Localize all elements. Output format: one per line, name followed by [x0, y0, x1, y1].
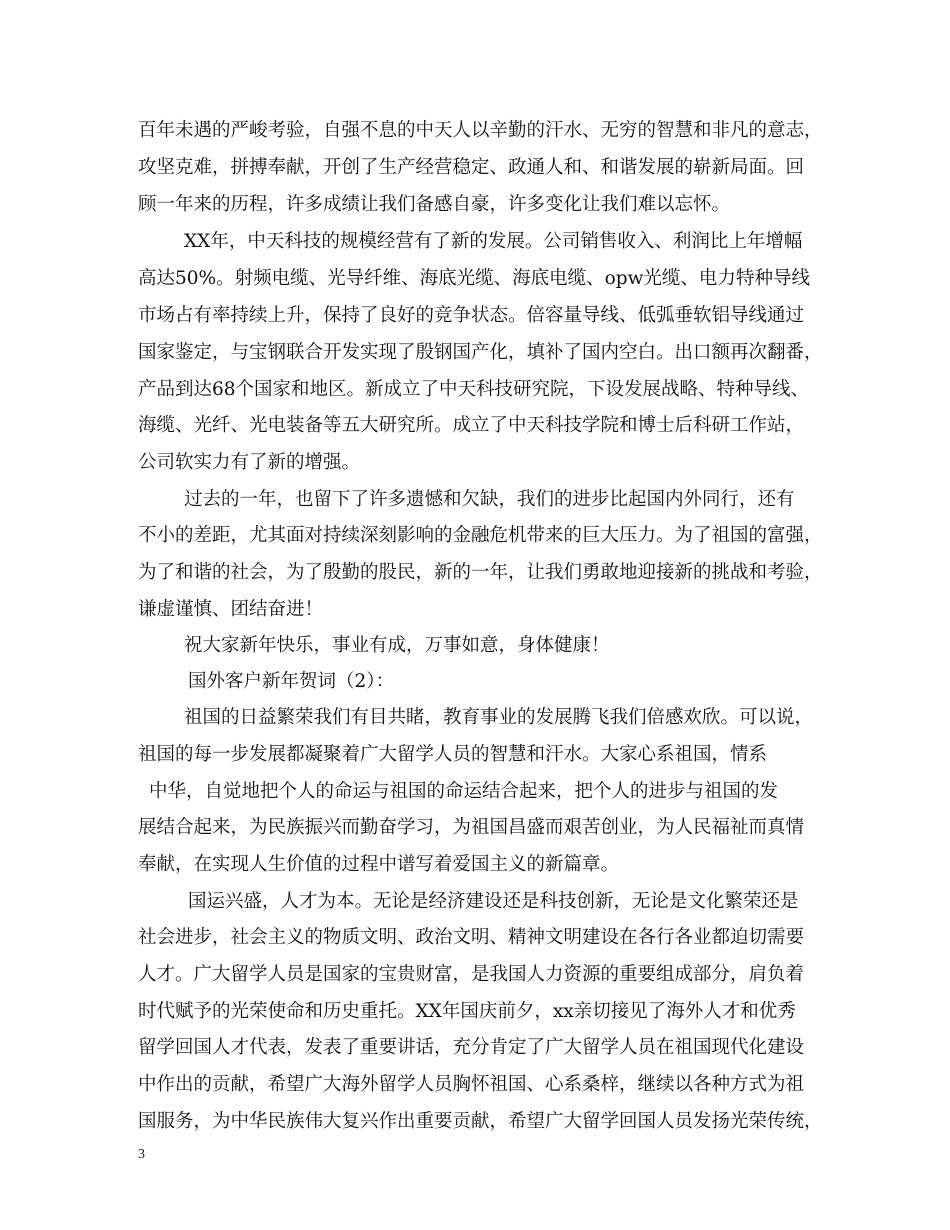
text-line: 海缆、光纤、光电装备等五大研究所。成立了中天科技学院和博士后科研工作站， [138, 415, 805, 436]
text-line: XX年，中天科技的规模经营有了新的发展。公司销售收入、利润比上年增幅 [184, 231, 803, 252]
text-line: 人才。广大留学人员是国家的宝贵财富，是我国人力资源的重要组成部分，肩负着 [138, 964, 805, 985]
text-line: 谦虚谨慎、团结奋进！ [138, 599, 324, 620]
text-line: 顾一年来的历程，许多成绩让我们备感自豪，许多变化让我们难以忘怀。 [138, 194, 731, 215]
text-line: 高达50%。射频电缆、光导纤维、海底光缆、海底电缆、opw光缆、电力特种导线 [138, 268, 810, 289]
text-line: 为了和谐的社会，为了殷勤的股民，新的一年，让我们勇敢地迎接新的挑战和考验， [138, 562, 823, 583]
text-line: 产品到达68个国家和地区。新成立了中天科技研究院，下设发展战略、特种导线、 [138, 379, 810, 400]
text-line: 攻坚克难，拼搏奉献，开创了生产经营稳定、政通人和、和谐发展的崭新局面。回 [138, 157, 805, 178]
text-line: 留学回国人才代表，发表了重要讲话，充分肯定了广大留学人员在祖国现代化建设 [138, 1037, 805, 1058]
text-line: 时代赋予的光荣使命和历史重托。XX年国庆前夕，xx亲切接见了海外人才和优秀 [138, 1001, 796, 1022]
text-line: 中华，自觉地把个人的命运与祖国的命运结合起来，把个人的进步与祖国的发 [149, 781, 779, 802]
text-line: 百年未遇的严峻考验，自强不息的中天人以辛勤的汗水、无穷的智慧和非凡的意志， [138, 120, 823, 141]
text-line: 公司软实力有了新的增强。 [138, 452, 361, 473]
text-line: 祖国的每一步发展都凝聚着广大留学人员的智慧和汗水。大家心系祖国，情系 [138, 744, 768, 765]
text-line: 社会进步，社会主义的物质文明、政治文明、精神文明建设在各行各业都迫切需要 [138, 927, 805, 948]
text-line: 展结合起来，为民族振兴而勤奋学习，为祖国昌盛而艰苦创业，为人民福祉而真情 [138, 817, 805, 838]
text-line: 市场占有率持续上升，保持了良好的竞争状态。倍容量导线、低弧垂软铝导线通过 [138, 305, 805, 326]
text-line: 不小的差距，尤其面对持续深刻影响的金融危机带来的巨大压力。为了祖国的富强， [138, 525, 823, 546]
text-line: 国服务，为中华民族伟大复兴作出重要贡献，希望广大留学回国人员发扬光荣传统， [138, 1111, 823, 1132]
text-line: 中作出的贡献，希望广大海外留学人员胸怀祖国、心系桑梓，继续以各种方式为祖 [138, 1074, 805, 1095]
text-line: 国运兴盛，人才为本。无论是经济建设还是科技创新，无论是文化繁荣还是 [188, 891, 799, 912]
page-number: 3 [138, 1147, 145, 1162]
text-line: 祖国的日益繁荣我们有目共睹，教育事业的发展腾飞我们倍感欢欣。可以说， [184, 707, 814, 728]
text-line: 国家鉴定，与宝钢联合开发实现了殷钢国产化，填补了国内空白。出口额再次翻番， [138, 342, 823, 363]
text-line: 过去的一年，也留下了许多遗憾和欠缺，我们的进步比起国内外同行，还有 [184, 489, 795, 510]
text-line: 祝大家新年快乐，事业有成，万事如意，身体健康！ [184, 635, 610, 656]
text-line: 奉献，在实现人生价值的过程中谱写着爱国主义的新篇章。 [138, 854, 620, 875]
section-heading: 国外客户新年贺词（2）： [188, 671, 395, 692]
